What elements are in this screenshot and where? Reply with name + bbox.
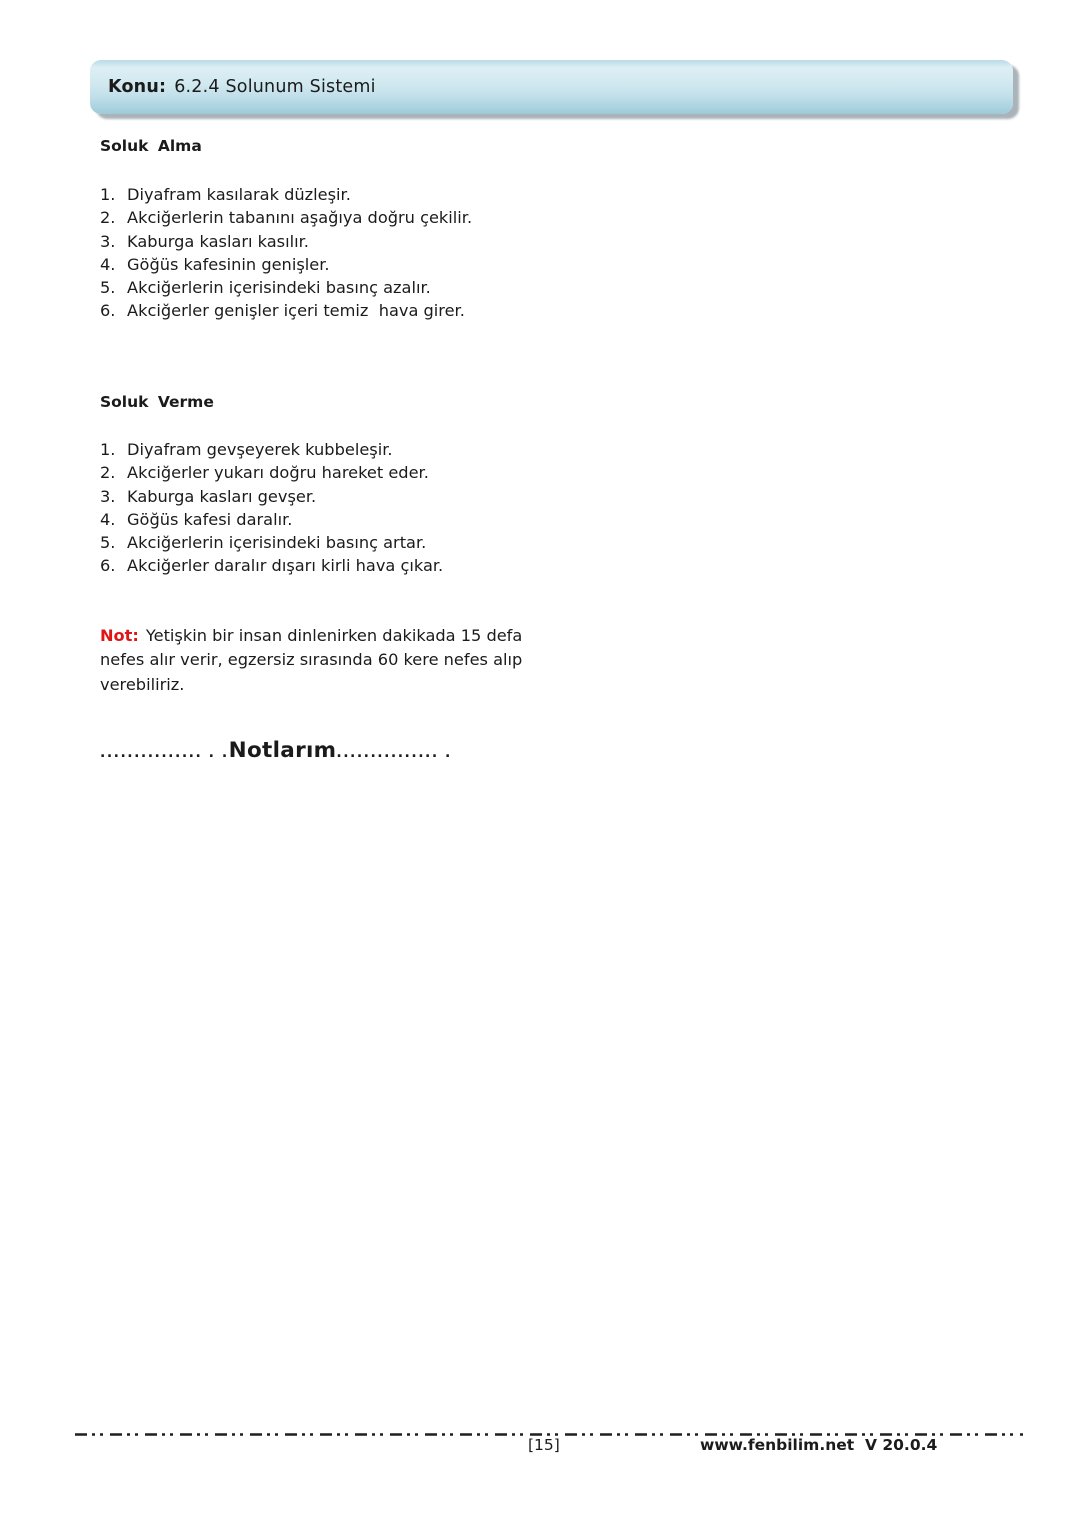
page-number: [15] (528, 1436, 560, 1454)
item-number: 1. (100, 440, 116, 459)
item-text: Akciğerlerin içerisindeki basınç azalır. (127, 278, 431, 298)
item-text: Akciğerlerin içerisindeki basınç artar. (127, 533, 427, 553)
note-label: Not: (100, 626, 139, 645)
item-text: Akciğerler yukarı doğru hareket eder. (127, 463, 429, 483)
section-heading-soluk-alma: Soluk Alma (100, 137, 202, 155)
list-item (100, 276, 472, 299)
item-text: Kaburga kasları gevşer. (127, 486, 317, 506)
item-number: 2. (100, 463, 116, 483)
item-number: 2. (100, 208, 116, 228)
list-item (100, 253, 472, 276)
list-item (100, 183, 472, 206)
list-item (100, 438, 443, 461)
section-heading-soluk-verme: Soluk Verme (100, 393, 214, 411)
note-line: verebiliriz. (100, 674, 185, 694)
item-text: Kaburga kasları kasılır. (127, 231, 309, 251)
item-number: 5. (100, 533, 116, 553)
list-item (100, 531, 443, 554)
list-item (100, 230, 472, 253)
item-text: Diyafram gevşeyerek kubbeleşir. (127, 440, 393, 459)
item-text: Diyafram kasılarak düzleşir. (127, 185, 351, 204)
list-item (100, 299, 472, 322)
leading-dots: ............... . . (100, 745, 229, 761)
item-number: 3. (100, 486, 116, 506)
note-text: Yetişkin bir insan dinlenirken dakikada 15 defa (145, 626, 523, 645)
list-item (100, 461, 443, 484)
note-paragraph (100, 624, 522, 697)
topic-title: 6.2.4 Solunum Sistemi (174, 77, 376, 97)
item-number: 4. (100, 254, 116, 274)
notes-title: Notlarım (228, 738, 337, 763)
note-line (100, 624, 522, 648)
item-text: Akciğerler genişler içeri temiz hava girer. (127, 301, 465, 321)
item-number: 4. (100, 509, 116, 529)
item-text: Göğüs kafesi daralır. (127, 509, 293, 529)
item-number: 6. (100, 301, 116, 321)
list-item (100, 554, 443, 577)
item-number: 3. (100, 231, 116, 251)
list-item (100, 485, 443, 508)
note-line: nefes alır verir, egzersiz sırasında 60 kere nefes alıp (100, 650, 523, 670)
list-item (100, 206, 472, 229)
item-number: 5. (100, 278, 116, 298)
item-number: 6. (100, 556, 116, 576)
notes-divider (100, 738, 452, 763)
numbered-list-soluk-verme (100, 438, 443, 578)
numbered-list-soluk-alma (100, 183, 472, 323)
site-credit: www.fenbilim.net V 20.0.4 (700, 1436, 938, 1454)
topic-label: Konu: (108, 77, 167, 97)
item-text: Akciğerlerin tabanını aşağıya doğru çekilir. (127, 208, 473, 228)
trailing-dots: ............... . (336, 745, 452, 761)
topic-banner (90, 60, 1013, 114)
list-item (100, 508, 443, 531)
item-text: Göğüs kafesinin genişler. (127, 254, 330, 274)
item-number: 1. (100, 185, 116, 204)
item-text: Akciğerler daralır dışarı kirli hava çıkar. (127, 556, 444, 576)
